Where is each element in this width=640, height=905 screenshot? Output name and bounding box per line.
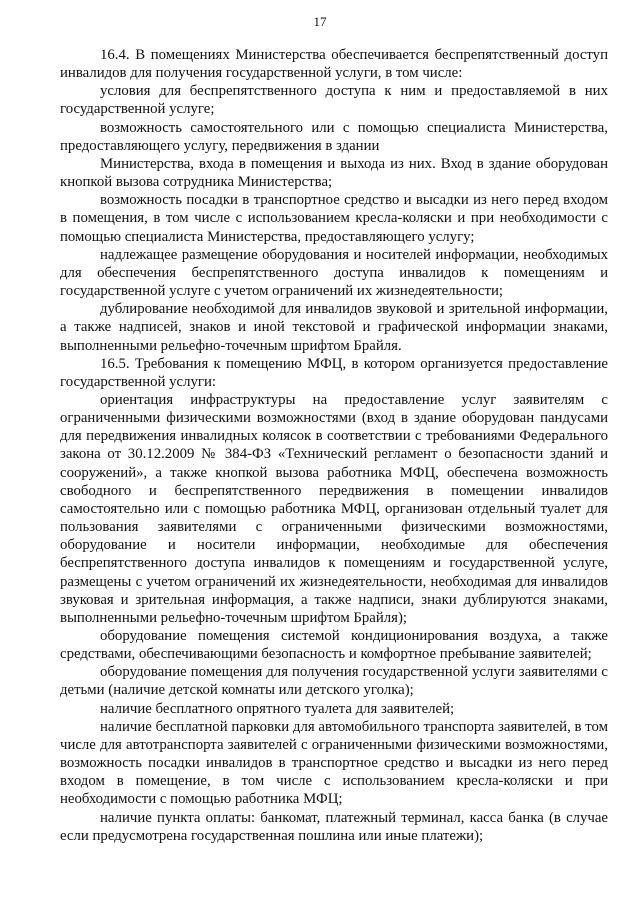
paragraph: оборудование помещения для получения государственной услуги заявителями с детьми (наличие детской комнаты или детского уголка);	[60, 664, 608, 699]
paragraph: ориентация инфраструктуры на предоставление услуг заявителям с ограниченными физическими возможностями (вход в здание оборудован пандусами для передвижения инвалидных колясок в соответствии с требованиями Федерального закона от 30.12.2009 № 384-ФЗ «Технический регламент о безопасности зданий и сооружений», а также кнопкой вызова работника МФЦ, обеспечена возможность свободного и беспрепятственного передвижения в помещении инвалидов самостоятельно или с помощью работника МФЦ, организован отдельный туалет для пользования заявителями с ограниченными физическими возможностями, оборудование и носители информации, необходимые для обеспечения беспрепятственного доступа инвалидов к помещениям и государственной услуге, размещены с учетом ограничений их жизнедеятельности, необходимая для инвалидов звуковая и зрительная информация, а также надписи, знаки дублируются знаками, выполненными рельефно-точечным шрифтом Брайля);	[60, 391, 608, 626]
page-number: 17	[313, 14, 327, 29]
paragraph: 16.5. Требования к помещению МФЦ, в котором организуется предоставление государственной услуги:	[60, 355, 608, 390]
paragraph: 16.4. В помещениях Министерства обеспечивается беспрепятственный доступ инвалидов для получения государственной услуги, в том числе:	[60, 47, 608, 82]
document-body	[60, 46, 608, 845]
paragraph: возможность посадки в транспортное средство и высадки из него перед входом в помещения, в том числе с использованием кресла-коляски и при необходимости с помощью специалиста Министерства, предоставляющего услугу;	[60, 192, 608, 245]
paragraph: наличие бесплатного опрятного туалета для заявителей;	[100, 700, 455, 717]
paragraph: условия для беспрепятственного доступа к ним и предоставляемой в них государственной услуге;	[60, 83, 608, 118]
paragraph: дублирование необходимой для инвалидов звуковой и зрительной информации, а также надписей, знаков и иной текстовой и графической информации знаками, выполненными рельефно-точечным шрифтом Брайля.	[60, 301, 608, 354]
paragraph: наличие пункта оплаты: банкомат, платежный терминал, касса банка (в случае если предусмотрена государственная пошлина или иные платежи);	[60, 809, 608, 844]
paragraph: Министерства, входа в помещения и выхода из них. Вход в здание оборудован кнопкой вызова сотрудника Министерства;	[60, 155, 608, 191]
paragraph: оборудование помещения системой кондиционирования воздуха, а также средствами, обеспечивающими безопасность и комфортное пребывание заявителей;	[60, 628, 608, 663]
paragraph: надлежащее размещение оборудования и носителей информации, необходимых для обеспечения беспрепятственного доступа инвалидов к помещениям и государственной услуге с учетом ограничений их жизнедеятельности;	[60, 246, 608, 300]
paragraph: возможность самостоятельного или с помощью специалиста Министерства, предоставляющего услугу, передвижения в здании	[60, 119, 608, 154]
paragraph: наличие бесплатной парковки для автомобильного транспорта заявителей, в том числе для автотранспорта заявителей с ограниченными физическими возможностями, возможность посадки инвалидов в транспортное средство и высадки из него перед входом в помещение, в том числе с использованием кресла-коляски и при необходимости с помощью работника МФЦ;	[60, 718, 608, 808]
